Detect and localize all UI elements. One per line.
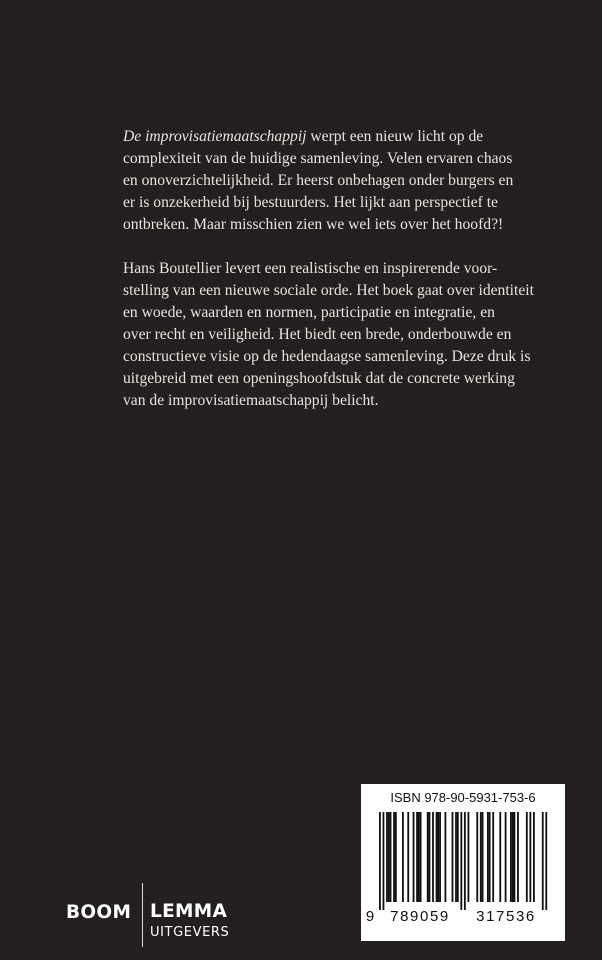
publisher-logo [66, 899, 246, 947]
publisher-subline: UITGEVERS [150, 925, 230, 940]
barcode-bar [455, 812, 457, 902]
blurb-line: complexiteit van de huidige samenleving. Velen ervaren chaos [123, 150, 513, 167]
publisher-divider [142, 883, 143, 947]
barcode-bar [427, 812, 429, 902]
barcode-bar [545, 812, 547, 910]
barcode-bar [482, 812, 484, 902]
blurb-line-rest: werpt een nieuw licht op de [306, 128, 484, 145]
barcode-bar [388, 812, 390, 902]
barcode-bar [413, 812, 415, 902]
blurb-line: en woede, waarden en normen, participatie en integratie, en [123, 304, 495, 321]
barcode-bar [437, 812, 439, 902]
barcode-bar [416, 812, 418, 902]
barcode-bar [499, 812, 501, 902]
barcode-bar [436, 812, 438, 902]
barcode-bar [395, 812, 397, 902]
blurb-paragraph-1 [123, 126, 523, 236]
barcode-bar [476, 812, 478, 902]
barcode-bar [542, 812, 544, 910]
barcode-bar [439, 812, 441, 902]
barcode-bar [492, 812, 494, 902]
blurb-line: en onoverzichtelijkheid. Er heerst onbehagen onder burgers en [123, 172, 514, 189]
barcode-bar [480, 812, 482, 902]
book-title-italic: De improvisatiemaatschappij [123, 128, 307, 145]
barcode-bar [514, 812, 516, 902]
publisher-name-lemma: LEMMA [150, 901, 228, 922]
barcode-bar [510, 812, 512, 902]
isbn-label: ISBN 978-90-5931-753-6 [390, 790, 536, 805]
blurb-line: Hans Boutellier levert een realistische en inspirerende voor- [123, 260, 498, 277]
barcode-bar [526, 812, 528, 902]
barcode-bar [402, 812, 404, 902]
barcode-bar [533, 812, 535, 902]
barcode-bar [383, 812, 385, 910]
blurb-text [123, 126, 534, 412]
barcode-bar [429, 812, 431, 902]
blurb-line: stelling van een nieuwe sociale orde. Het boek gaat over identiteit [123, 282, 534, 299]
barcode-bars [379, 812, 547, 910]
barcode-bar [517, 812, 519, 902]
isbn-barcode [361, 784, 565, 941]
barcode-digits-right: 317536 [476, 908, 536, 925]
barcode-bar [379, 812, 381, 910]
barcode-bar [512, 812, 514, 902]
blurb-line: er is onzekerheid bij bestuurders. Het lijkt aan perspectief te [123, 194, 498, 211]
barcode-bar [390, 812, 392, 902]
barcode-bar [407, 812, 409, 902]
barcode-digits-left: 789059 [390, 908, 450, 925]
barcode-bar [393, 812, 395, 902]
blurb-line: constructieve visie op de hedendaagse samenleving. Deze druk is [123, 348, 531, 365]
barcode-graphic [361, 810, 565, 926]
publisher-name-boom: BOOM [66, 902, 132, 923]
barcode-bar [489, 812, 491, 902]
barcode-bar [505, 812, 507, 902]
barcode-digit-first: 9 [365, 908, 375, 925]
blurb-line: ontbreken. Maar misschien zien we wel iets over het hoofd?! [123, 216, 504, 233]
barcode-bar [418, 812, 420, 902]
barcode-bar [452, 812, 454, 902]
barcode-bar [457, 812, 459, 902]
barcode-bar [529, 812, 531, 902]
publisher-name-right [150, 902, 229, 943]
blurb-line: uitgebreid met een openingshoofdstuk dat de concrete werking [123, 370, 515, 387]
barcode-bar [487, 812, 489, 902]
barcode-bar [468, 812, 470, 902]
barcode-bar [420, 812, 422, 902]
barcode-bar [386, 812, 388, 902]
barcode-bar [464, 812, 466, 910]
barcode-bar [444, 812, 446, 902]
blurb-line [123, 126, 523, 148]
barcode-bar [460, 812, 462, 910]
barcode-bar [432, 812, 434, 902]
blurb-line: van de improvisatiemaatschappij belicht. [123, 392, 379, 409]
blurb-line: over recht en veiligheid. Het biedt een brede, onderbouwde en [123, 326, 512, 343]
blurb-paragraph-2 [123, 258, 534, 412]
